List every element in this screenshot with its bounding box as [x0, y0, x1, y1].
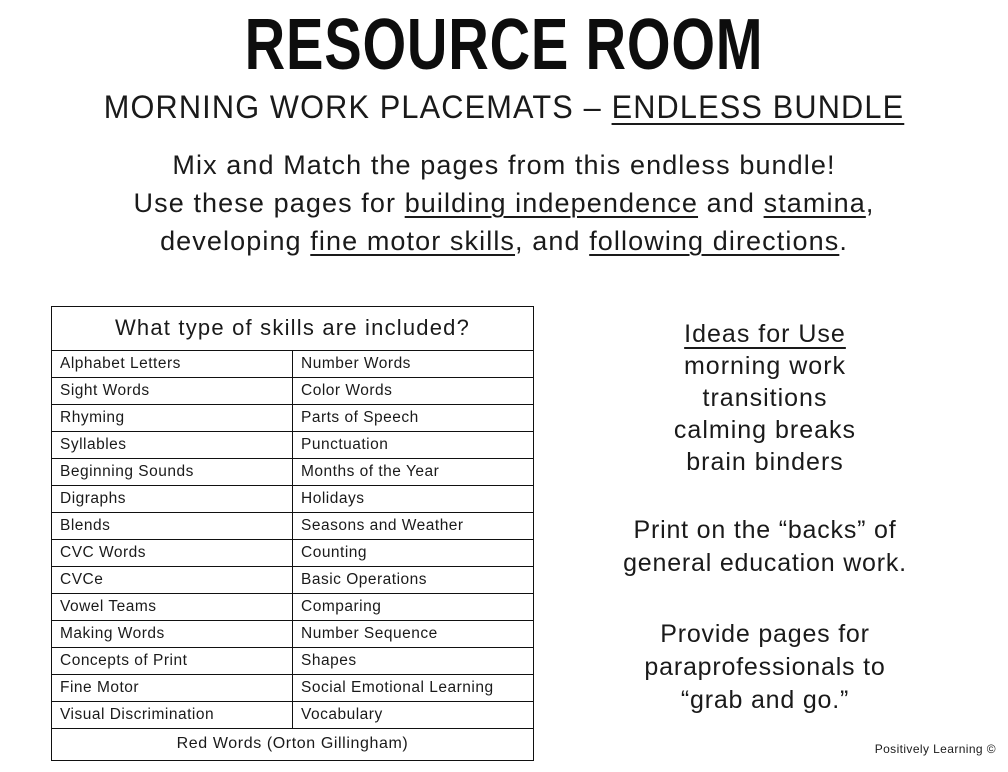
table-row — [52, 675, 534, 702]
note-provide-pages — [565, 618, 965, 717]
skill-cell-left: Beginning Sounds — [52, 459, 293, 486]
skills-table-header-row — [52, 307, 534, 351]
intro-line-1: Mix and Match the pages from this endless bundle! — [172, 150, 836, 180]
note-line: Print on the “backs” of — [633, 516, 897, 544]
table-row — [52, 594, 534, 621]
skill-cell-right: Seasons and Weather — [293, 513, 534, 540]
skill-cell-right: Counting — [293, 540, 534, 567]
list-item: brain binders — [686, 448, 844, 476]
list-item: morning work — [683, 352, 847, 380]
intro-paragraph — [0, 146, 1008, 260]
table-row — [52, 567, 534, 594]
intro-line-2-part-b: and — [698, 188, 764, 218]
table-row — [52, 648, 534, 675]
note-line: Provide pages for — [660, 620, 870, 648]
note-print-on-backs — [565, 514, 965, 580]
ideas-for-use-heading: Ideas for Use — [684, 320, 846, 348]
table-row — [52, 351, 534, 378]
note-line: paraprofessionals to — [644, 653, 886, 681]
intro-emphasis-fine-motor-skills: fine motor skills — [310, 226, 516, 256]
skill-cell-right: Number Sequence — [293, 621, 534, 648]
skills-table-footer-row — [52, 729, 534, 761]
skill-cell-left: Digraphs — [52, 486, 293, 513]
skill-cell-right: Holidays — [293, 486, 534, 513]
intro-line-3-part-a: developing — [160, 226, 311, 256]
ideas-list — [565, 350, 965, 478]
table-row — [52, 432, 534, 459]
table-row — [52, 405, 534, 432]
skill-cell-right: Parts of Speech — [293, 405, 534, 432]
spacer — [565, 580, 965, 618]
note-line: “grab and go.” — [680, 686, 850, 714]
skill-cell-right: Color Words — [293, 378, 534, 405]
note-line: general education work. — [623, 549, 907, 577]
skills-table-title: What type of skills are included? — [52, 307, 534, 351]
skill-cell-left: Concepts of Print — [52, 648, 293, 675]
intro-line-3-part-b: , and — [515, 226, 590, 256]
skill-cell-left: Fine Motor — [52, 675, 293, 702]
skill-cell-left: Vowel Teams — [52, 594, 293, 621]
skill-cell-right: Comparing — [293, 594, 534, 621]
spacer — [565, 478, 965, 514]
intro-emphasis-following-directions: following directions — [589, 226, 840, 256]
right-column — [565, 318, 965, 717]
table-row — [52, 459, 534, 486]
intro-line-3 — [0, 222, 1008, 260]
page-title: RESOURCE ROOM — [244, 5, 764, 85]
skills-table-body — [52, 307, 534, 761]
skill-cell-left: Making Words — [52, 621, 293, 648]
skill-cell-left: Sight Words — [52, 378, 293, 405]
resource-room-page — [0, 4, 1008, 772]
intro-emphasis-building-independence: building independence — [404, 188, 699, 218]
skills-table — [51, 306, 534, 761]
subtitle-prefix: MORNING WORK PLACEMATS – — [103, 89, 612, 125]
intro-emphasis-stamina: stamina — [763, 188, 866, 218]
table-row — [52, 540, 534, 567]
page-subtitle — [20, 88, 988, 126]
subtitle-emphasis: ENDLESS BUNDLE — [611, 89, 905, 125]
skill-cell-left: Rhyming — [52, 405, 293, 432]
skill-cell-right: Months of the Year — [293, 459, 534, 486]
list-item: transitions — [702, 384, 828, 412]
skills-table-footer-cell: Red Words (Orton Gillingham) — [52, 729, 534, 761]
skill-cell-left: Syllables — [52, 432, 293, 459]
skill-cell-left: CVCe — [52, 567, 293, 594]
intro-line-2-part-c: , — [865, 188, 875, 218]
skill-cell-left: Blends — [52, 513, 293, 540]
intro-line-2 — [0, 184, 1008, 222]
table-row — [52, 378, 534, 405]
intro-line-3-part-c: . — [839, 226, 848, 256]
skill-cell-right: Social Emotional Learning — [293, 675, 534, 702]
skill-cell-right: Number Words — [293, 351, 534, 378]
skill-cell-left: Visual Discrimination — [52, 702, 293, 729]
list-item: calming breaks — [673, 416, 857, 444]
table-row — [52, 486, 534, 513]
table-row — [52, 621, 534, 648]
skill-cell-right: Punctuation — [293, 432, 534, 459]
skill-cell-right: Vocabulary — [293, 702, 534, 729]
skill-cell-left: CVC Words — [52, 540, 293, 567]
skill-cell-right: Shapes — [293, 648, 534, 675]
credit-line: Positively Learning © — [874, 742, 996, 756]
table-row — [52, 513, 534, 540]
skill-cell-left: Alphabet Letters — [52, 351, 293, 378]
title-block — [0, 4, 1008, 126]
skill-cell-right: Basic Operations — [293, 567, 534, 594]
intro-line-2-part-a: Use these pages for — [133, 188, 405, 218]
table-row — [52, 702, 534, 729]
